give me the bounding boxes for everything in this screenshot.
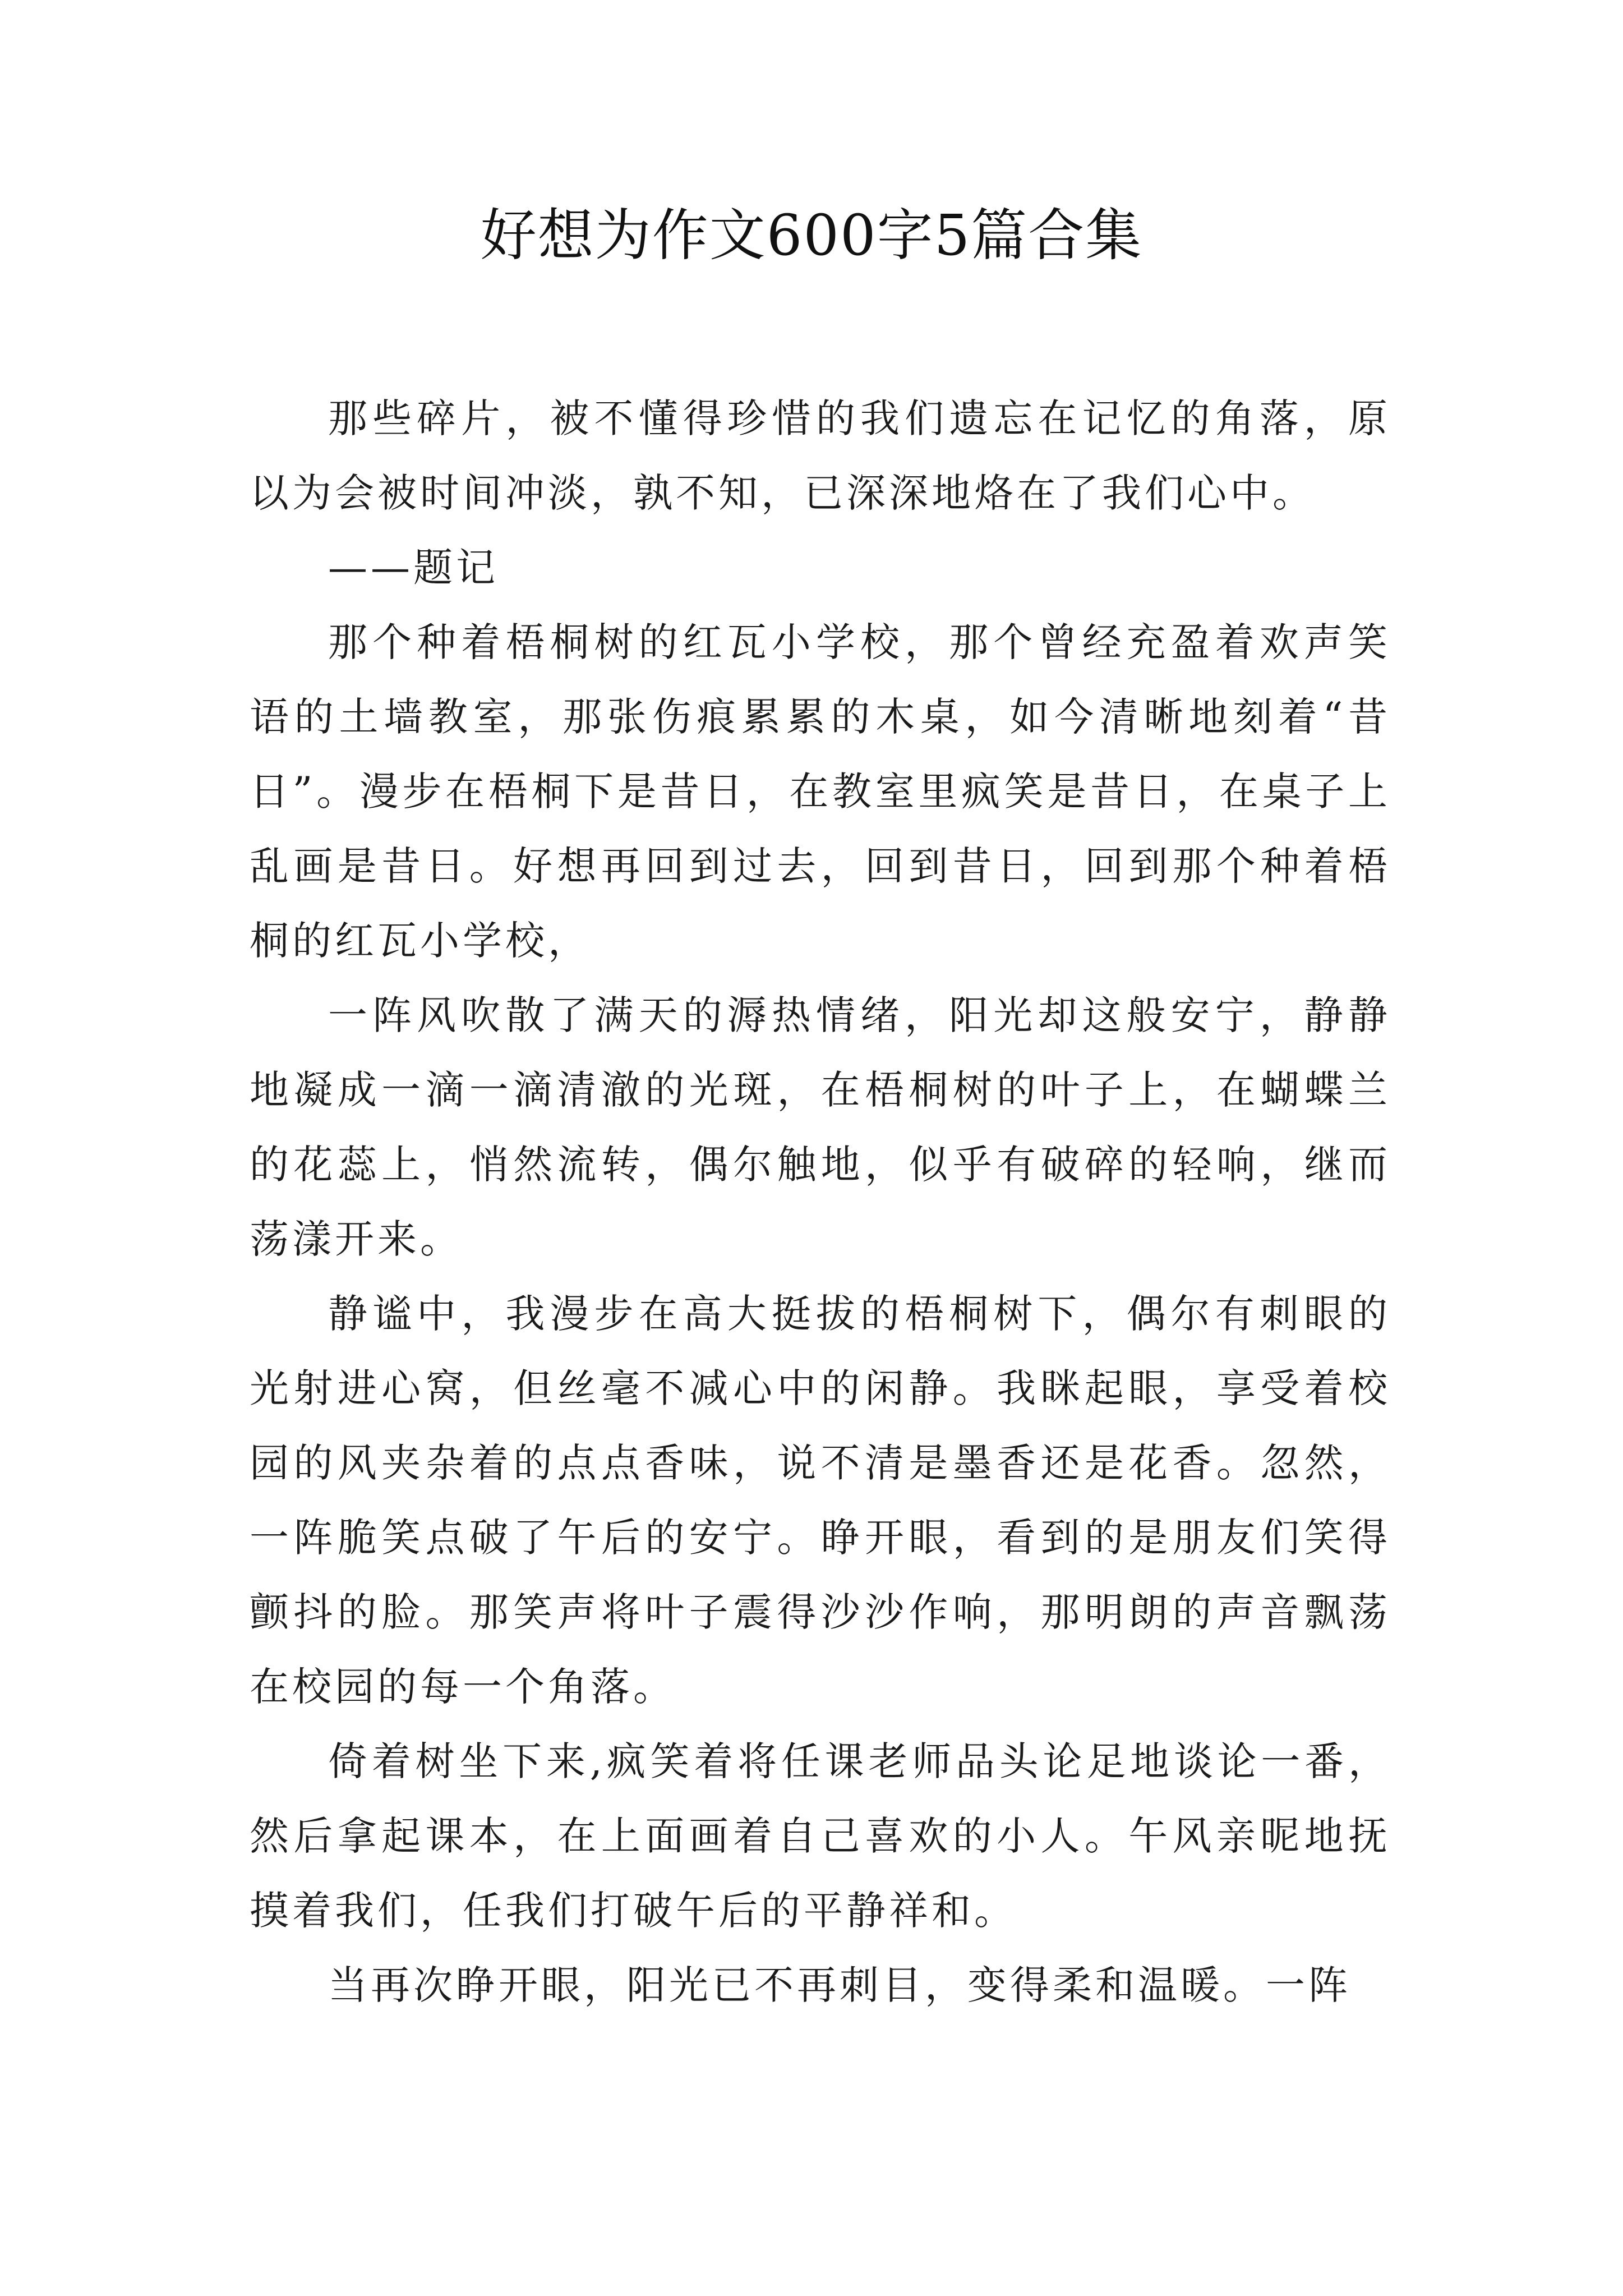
paragraph: 一阵风吹散了满天的溽热情绪，阳光却这般安宁，静静地凝成一滴一滴清澈的光斑，在梧桐树的叶子上，在蝴蝶兰的花蕊上，悄然流转，偶尔触地，似乎有破碎的轻响，继而荡漾开来。	[250, 992, 1391, 1262]
paragraph-epigraph-attribution: ——题记	[328, 545, 499, 591]
paragraph: 当再次睁开眼，阳光已不再刺目，变得柔和温暖。一阵	[328, 1962, 1351, 2008]
document-body	[250, 381, 1391, 2023]
paragraph: 那个种着梧桐树的红瓦小学校，那个曾经充盈着欢声笑语的土墙教室，那张伤痕累累的木桌，如今清晰地刻着“昔日”。漫步在梧桐下是昔日，在教室里疯笑是昔日，在桌子上乱画是昔日。好想再回到过去，回到昔日，回到那个种着梧桐的红瓦小学校，	[250, 619, 1391, 964]
paragraph: 静谧中，我漫步在高大挺拔的梧桐树下，偶尔有刺眼的光射进心窝，但丝毫不减心中的闲静。我眯起眼，享受着校园的风夹杂着的点点香味，说不清是墨香还是花香。忽然，一阵脆笑点破了午后的安宁。睁开眼，看到的是朋友们笑得颤抖的脸。那笑声将叶子震得沙沙作响，那明朗的声音飘荡在校园的每一个角落。	[250, 1291, 1391, 1710]
paragraph-epigraph: 那些碎片，被不懂得珍惜的我们遗忘在记忆的角落，原以为会被时间冲淡，孰不知，已深深地烙在了我们心中。	[250, 395, 1391, 516]
document-title: 好想为作文600字5篇合集	[480, 203, 1143, 268]
paragraph: 倚着树坐下来,疯笑着将任课老师品头论足地谈论一番，然后拿起课本，在上面画着自己喜欢的小人。午风亲昵地抚摸着我们，任我们打破午后的平静祥和。	[250, 1738, 1391, 1934]
